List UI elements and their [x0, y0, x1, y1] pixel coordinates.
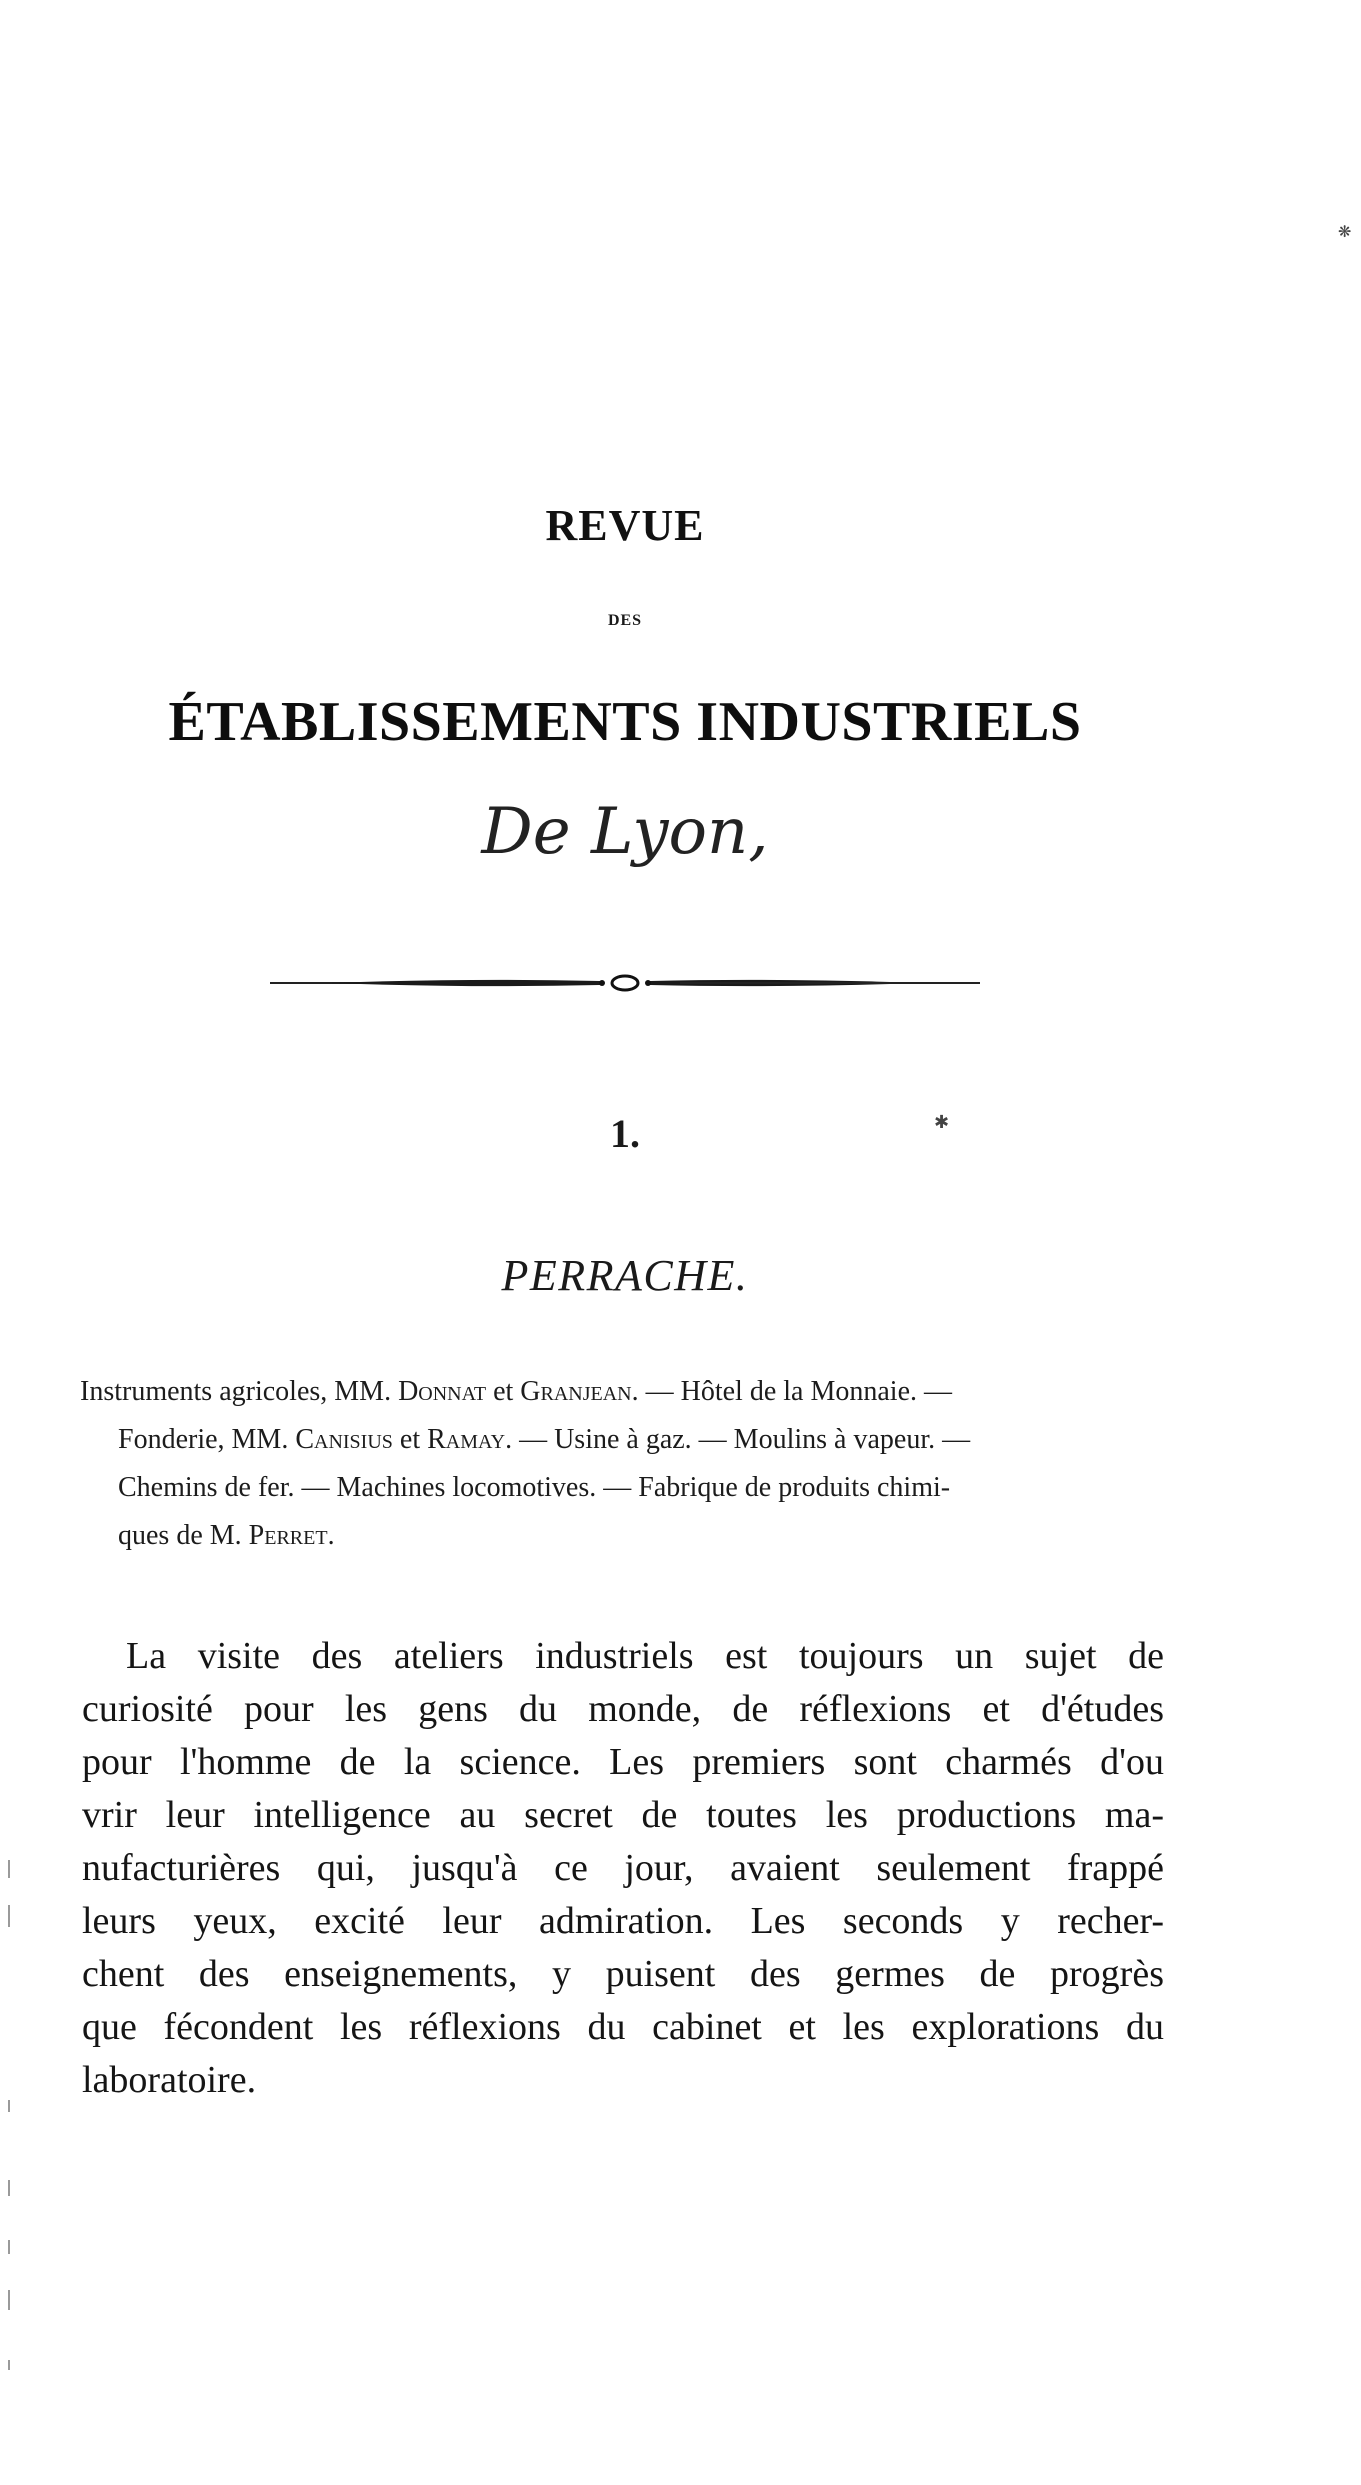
body-paragraph	[82, 1630, 1164, 2107]
body-line: nufacturières qui, jusqu'à ce jour, avaient seulement frappé	[82, 1847, 1164, 1889]
body-line: vrir leur intelligence au secret de toutes les productions ma-	[82, 1794, 1164, 1836]
page-speck-mark: ✱	[934, 1112, 950, 1133]
title-de-lyon: De Lyon,	[481, 795, 769, 869]
title-revue: REVUE	[545, 501, 705, 550]
body-line: pour l'homme de la science. Les premiers sont charmés d'ou	[82, 1741, 1164, 1783]
body-line: La visite des ateliers industriels est toujours un sujet de	[126, 1635, 1164, 1677]
chapter-summary	[80, 1368, 1170, 1560]
scan-speck	[8, 2290, 10, 2310]
summary-line-4: ques de M. Perret.	[118, 1520, 335, 1551]
title-etablissements-industriels: ÉTABLISSEMENTS INDUSTRIELS	[168, 691, 1082, 753]
body-line: que fécondent les réflexions du cabinet et les explorations du	[82, 2006, 1164, 2048]
body-line: laboratoire.	[82, 2059, 257, 2101]
decorative-rule-ornament	[270, 968, 980, 998]
body-line: curiosité pour les gens du monde, de réflexions et d'études	[82, 1688, 1164, 1730]
scan-speck	[8, 2360, 10, 2370]
scan-speck	[8, 2180, 10, 2196]
scan-speck	[8, 1905, 10, 1927]
body-line: chent des enseignements, y puisent des germes de progrès	[82, 1953, 1164, 1995]
body-line: leurs yeux, excité leur admiration. Les seconds y recher-	[82, 1900, 1164, 1942]
summary-line-3: Chemins de fer. — Machines locomotives. — Fabrique de produits chimi-	[118, 1472, 951, 1503]
chapter-title: PERRACHE.	[501, 1251, 749, 1300]
scan-speck	[8, 2240, 10, 2254]
summary-line-2: Fonderie, MM. Canisius et Ramay. — Usine à gaz. — Moulins à vapeur. —	[118, 1424, 971, 1455]
summary-line-1: Instruments agricoles, MM. Donnat et Granjean. — Hôtel de la Monnaie. —	[80, 1376, 952, 1407]
scan-speck	[8, 2100, 10, 2112]
scan-speck	[8, 1860, 10, 1878]
title-des: DES	[607, 612, 643, 629]
corner-ornament-mark: ❋	[1338, 222, 1352, 241]
chapter-number: 1.	[610, 1111, 640, 1156]
